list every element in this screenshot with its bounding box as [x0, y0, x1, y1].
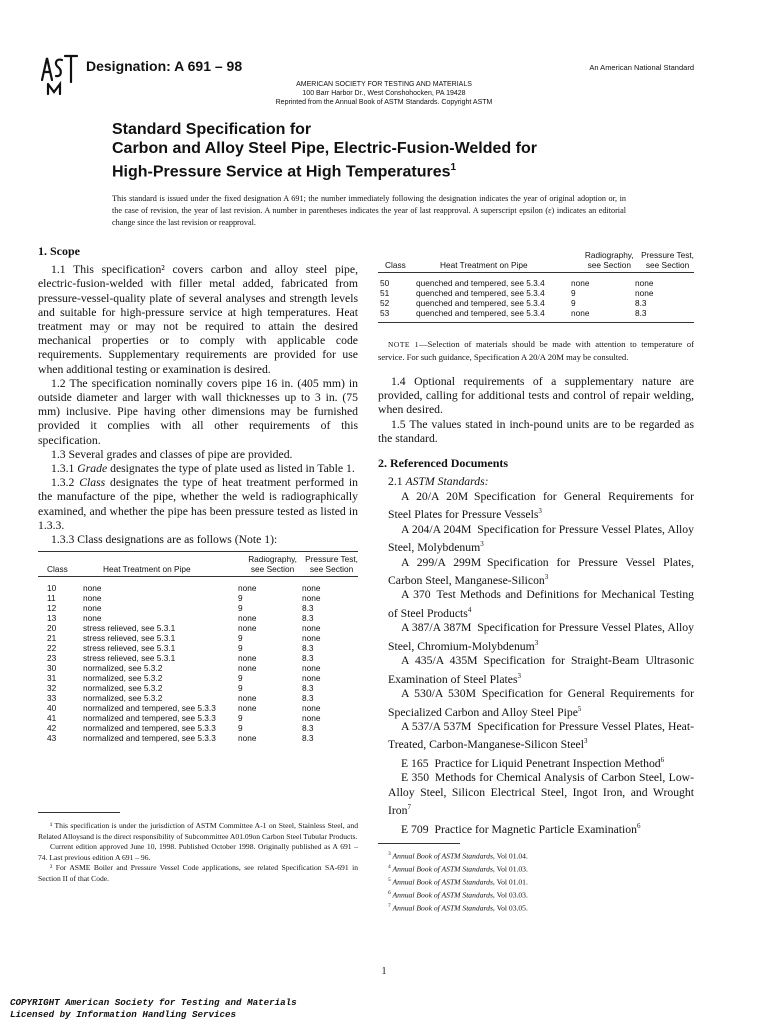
- cell-radiography: 9: [571, 298, 576, 308]
- footnote-ref: 3: [517, 671, 522, 680]
- class-table: [38, 551, 358, 743]
- footnote-ref: 3: [583, 737, 588, 746]
- table-rule: [38, 576, 358, 577]
- cell-pressure-test: none: [302, 673, 321, 684]
- cell-radiography: 9: [571, 288, 576, 298]
- footnote-volume: , Vol 01.03.: [492, 864, 528, 874]
- table-row: [38, 663, 358, 673]
- paragraph-1-1: 1.1 This specification² covers carbon and alloy steel pipe, electric-fusion-welded with filler metal added, fabricated from pressure-vessel-quality plate of several analyses and strength levels and suitable for high-pressure service at high temperatures. Heat treatment may or may not be required to attain the desired mechanical properties or to comply with applicable code requirements. Supplementary requirements are provided for use when additional testing or examination is desired.: [38, 263, 358, 376]
- standard-notice: This standard is issued under the fixed designation A 691; the number immediately following the designation indicates the year of original adoption or, in the case of revision, the year of last revision. A number in parentheses indicates the year of last reapproval. A superscript epsilon (ε) indicates an editorial change since the last revision or reapproval.: [112, 194, 626, 227]
- reference-item: [378, 819, 694, 837]
- reference-item: [378, 523, 694, 556]
- title-line-text: High-Pressure Service at High Temperatures: [112, 163, 451, 181]
- section-heading-referenced-documents: 2. Referenced Documents: [378, 456, 509, 471]
- org-line: AMERICAN SOCIETY FOR TESTING AND MATERIALS: [296, 81, 472, 88]
- cell-heat-treatment: normalized and tempered, see 5.3.3: [83, 713, 216, 724]
- reference-code: A 537/A 537M: [401, 719, 478, 733]
- cell-heat-treatment: quenched and tempered, see 5.3.4: [416, 298, 545, 308]
- section-heading-scope: 1. Scope: [38, 244, 80, 258]
- cell-pressure-test: none: [302, 663, 321, 674]
- cell-pressure-test: none: [302, 583, 321, 594]
- reference-code: E 709: [401, 822, 435, 836]
- table-rule: [38, 551, 358, 552]
- table-rule: [378, 322, 694, 323]
- footnote-ref: 3: [544, 573, 549, 581]
- org-line: Reprinted from the Annual Book of ASTM Standards. Copyright ASTM: [275, 99, 493, 106]
- cell-pressure-test: 8.3: [302, 733, 314, 744]
- cell-radiography: 9: [238, 633, 243, 644]
- table-row: [38, 653, 358, 663]
- cell-class: 31: [47, 673, 57, 684]
- reference-title: Practice for Magnetic Particle Examination: [434, 822, 637, 836]
- col-header-class: Class: [385, 260, 406, 270]
- footnote-ref: 4: [467, 605, 472, 614]
- cell-heat-treatment: normalized, see 5.3.2: [83, 663, 163, 674]
- col-header-heat: Heat Treatment on Pipe: [102, 564, 191, 575]
- cell-class: 13: [47, 613, 57, 624]
- footnote-source: Annual Book of ASTM Standards: [390, 864, 493, 874]
- cell-pressure-test: none: [302, 593, 321, 604]
- cell-pressure-test: none: [302, 713, 321, 724]
- cell-radiography: none: [571, 278, 590, 288]
- footnote-number: 5: [388, 877, 391, 884]
- cell-class: 32: [47, 683, 57, 694]
- table-row: [38, 713, 358, 723]
- col-header-radiography: Radiography, see Section: [248, 554, 297, 575]
- cell-heat-treatment: quenched and tempered, see 5.3.4: [416, 288, 545, 298]
- footnote-number: 4: [388, 864, 391, 871]
- cell-heat-treatment: stress relieved, see 5.3.1: [83, 653, 176, 664]
- cell-class: 10: [47, 583, 57, 594]
- cell-radiography: 9: [238, 603, 243, 614]
- paragraph-1-4: 1.4 Optional requirements of a supplementary nature are provided, calling for additional tests and control of repair welding, when desired.: [378, 375, 694, 417]
- cell-class: 43: [47, 733, 57, 744]
- paragraph-1-3: 1.3 Several grades and classes of pipe are provided.: [51, 447, 293, 461]
- cell-heat-treatment: none: [83, 603, 102, 614]
- reference-item: [378, 654, 694, 687]
- cell-heat-treatment: none: [83, 593, 102, 604]
- reference-item: [378, 621, 694, 654]
- cell-heat-treatment: stress relieved, see 5.3.1: [83, 623, 176, 634]
- table-row: [378, 298, 694, 308]
- paragraph-1-3-2: [38, 476, 358, 533]
- note-text: —Selection of materials should be made with attention to temperature of service. For such guidance, Specification A 20/A 20M may be consulted.: [378, 339, 694, 362]
- cell-class: 41: [47, 713, 57, 724]
- copyright-notice: [10, 997, 297, 1021]
- cell-heat-treatment: none: [83, 583, 102, 594]
- table-row: [38, 603, 358, 613]
- paragraph-1-5: 1.5 The values stated in inch-pound units are to be regarded as the standard.: [378, 417, 694, 445]
- copyright-line: Licensed by Information Handling Services: [10, 1009, 237, 1020]
- cell-heat-treatment: quenched and tempered, see 5.3.4: [416, 278, 545, 288]
- cell-heat-treatment: quenched and tempered, see 5.3.4: [416, 308, 545, 318]
- cell-heat-treatment: stress relieved, see 5.3.1: [83, 633, 176, 644]
- footnote-ref: 7: [407, 803, 411, 812]
- cell-radiography: 9: [238, 683, 243, 694]
- para-text: designates the type of plate used as listed in Table 1.: [110, 462, 355, 476]
- cell-heat-treatment: normalized and tempered, see 5.3.3: [83, 733, 216, 744]
- cell-pressure-test: none: [302, 623, 321, 634]
- cell-radiography: none: [238, 583, 257, 594]
- footnote-number: 6: [388, 890, 391, 897]
- cell-radiography: none: [238, 733, 257, 744]
- reference-list: [378, 490, 694, 837]
- title-line: Standard Specification for: [112, 121, 312, 138]
- footnote-item: [378, 901, 694, 914]
- table-row: [38, 623, 358, 633]
- reference-code: A 299/A 299M: [401, 555, 487, 569]
- footnote-ref: 1: [450, 162, 457, 173]
- title-line: [112, 158, 672, 181]
- table-row: [38, 703, 358, 713]
- reference-code: A 370: [401, 588, 437, 602]
- cell-class: 40: [47, 703, 57, 714]
- cell-class: 51: [380, 288, 390, 298]
- table-row: [38, 593, 358, 603]
- table-row: [378, 308, 694, 318]
- cell-pressure-test: 8.3: [302, 693, 314, 704]
- table-row: [38, 693, 358, 703]
- left-column: [38, 244, 358, 743]
- table-row: [38, 723, 358, 733]
- cell-heat-treatment: normalized and tempered, see 5.3.3: [83, 723, 216, 734]
- copyright-line: COPYRIGHT American Society for Testing and Materials: [10, 997, 297, 1008]
- footnote-item: [378, 849, 694, 862]
- class-table-cont-header: Class Heat Treatment on Pipe Radiography, see Section Pressure Test, see Section: [385, 250, 694, 270]
- class-table-cont-body: [378, 278, 694, 318]
- cell-radiography: 9: [238, 643, 243, 654]
- footnote-item: [378, 862, 694, 875]
- paragraph-1-2: 1.2 The specification nominally covers pipe 16 in. (405 mm) in outside diameter and larger with wall thicknesses up to 3 in. (75 mm) inclusive. Pipe having other dimensions may be furnished provided it complies with all other requirements of this specification.: [38, 376, 358, 447]
- cell-class: 30: [47, 663, 57, 674]
- footnote-ref: 3: [534, 638, 539, 647]
- reference-title: Specification for Pressure Vessel Plates, Heat-Treated, Carbon-Manganese-Silicon Steel: [388, 719, 694, 752]
- footnote-number: 3: [388, 851, 391, 857]
- reference-title: Practice for Liquid Penetrant Inspection Method: [434, 756, 661, 770]
- page-number: 1: [381, 966, 387, 977]
- reference-item: [378, 687, 694, 720]
- cell-class: 22: [47, 643, 57, 654]
- footnote-source: Annual Book of ASTM Standards: [390, 877, 493, 887]
- table-row: [38, 733, 358, 743]
- cell-class: 12: [47, 603, 57, 614]
- cell-pressure-test: 8.3: [635, 298, 647, 308]
- cell-pressure-test: 8.3: [635, 308, 647, 318]
- cell-heat-treatment: none: [83, 613, 102, 624]
- footnote-rule: [378, 843, 460, 844]
- reference-title: Specification for Pressure Vessel Plates, Carbon Steel, Manganese-Silicon: [388, 555, 694, 587]
- cell-class: 42: [47, 723, 57, 734]
- cell-pressure-test: 8.3: [302, 723, 314, 734]
- cell-radiography: none: [238, 613, 257, 624]
- col-header-heat: Heat Treatment on Pipe: [440, 260, 528, 270]
- footnote-source: Annual Book of ASTM Standards: [390, 903, 493, 913]
- cell-radiography: none: [238, 623, 257, 634]
- class-table-continued: [378, 250, 694, 323]
- cell-radiography: 9: [238, 723, 243, 734]
- footnotes-left: [38, 812, 358, 884]
- para-text: designates the type of heat treatment performed in the manufacture of the pipe, whether the weld is radiographically examined, and whether the pipe has been pressure tested as listed in 1.3.3.: [38, 476, 358, 532]
- footnote-source: Annual Book of ASTM Standards: [390, 890, 493, 900]
- reference-item: [378, 720, 694, 753]
- reference-code: A 204/A 204M: [401, 522, 478, 536]
- col-header-pressure: Pressure Test, see Section: [305, 554, 358, 575]
- col-header-class: Class: [47, 564, 68, 575]
- cell-pressure-test: 8.3: [302, 653, 314, 664]
- footnote-1-edition: Current edition approved June 10, 1998. Published October 1998. Originally published as A 691 – 74. Last previous edition A 691 – 96.: [38, 842, 358, 862]
- reference-code: A 20/A 20M: [401, 489, 475, 503]
- reference-title: Specification for General Requirements for Specialized Carbon and Alloy Steel Pipe: [388, 687, 694, 719]
- reference-code: A 387/A 387M: [401, 621, 478, 635]
- cell-class: 21: [47, 633, 57, 644]
- designation: Designation: A 691 – 98: [86, 58, 243, 74]
- footnote-volume: , Vol 01.04.: [492, 851, 528, 861]
- cell-heat-treatment: normalized, see 5.3.2: [83, 673, 163, 684]
- footnote-ref: 6: [636, 821, 641, 830]
- national-standard-label: An American National Standard: [589, 63, 694, 72]
- reference-title: Specification for Pressure Vessel Plates, Alloy Steel, Chromium-Molybdenum: [388, 621, 694, 653]
- footnote-item: [378, 888, 694, 901]
- cell-class: 23: [47, 653, 57, 664]
- subsection-2-1: [378, 475, 694, 490]
- cell-radiography: none: [238, 703, 257, 714]
- paragraph-1-3-1: [38, 462, 358, 476]
- reference-title: Specification for Straight-Beam Ultrasonic Examination of Steel Plates: [388, 654, 695, 686]
- footnote-2: ² For ASME Boiler and Pressure Vessel Code applications, see related Specification SA-691 in Section II of that Code.: [38, 863, 358, 883]
- title-line: Carbon and Alloy Steel Pipe, Electric-Fusion-Welded for: [112, 140, 537, 157]
- table-row: [38, 633, 358, 643]
- footnote-list: [378, 849, 694, 914]
- reference-code: E 350: [401, 771, 435, 785]
- reference-code: A 435/A 435M: [401, 654, 484, 668]
- footnotes-right: [378, 843, 694, 914]
- footnote-ref: 5: [577, 704, 582, 713]
- reference-item: [378, 753, 694, 771]
- class-table-body: [38, 583, 358, 743]
- cell-radiography: 9: [238, 593, 243, 604]
- table-row: [38, 583, 358, 593]
- cell-class: 33: [47, 693, 57, 704]
- col-header-pressure: Pressure Test,: [641, 250, 694, 260]
- cell-class: 11: [47, 593, 56, 604]
- table-rule: [378, 272, 694, 273]
- table-row: [38, 673, 358, 683]
- cell-class: 52: [380, 298, 390, 308]
- cell-radiography: 9: [238, 673, 243, 684]
- footnote-item: [378, 875, 694, 888]
- table-row: [38, 613, 358, 623]
- reference-title: Specification for Pressure Vessel Plates, Alloy Steel, Molybdenum: [388, 522, 694, 554]
- reference-item: [378, 490, 694, 523]
- table-row: [378, 288, 694, 298]
- table-row: [38, 643, 358, 653]
- cell-pressure-test: 8.3: [302, 613, 314, 624]
- reference-code: E 165: [401, 756, 435, 770]
- para-num: 1.3.1: [51, 462, 75, 476]
- subsection-label: ASTM Standards:: [405, 475, 489, 489]
- cell-radiography: none: [238, 653, 257, 664]
- cell-heat-treatment: normalized, see 5.3.2: [83, 693, 163, 704]
- cell-class: 20: [47, 623, 57, 634]
- cell-pressure-test: none: [635, 278, 654, 288]
- cell-radiography: none: [238, 693, 257, 704]
- reference-title: Test Methods and Definitions for Mechanical Testing of Steel Products: [388, 588, 695, 620]
- cell-heat-treatment: stress relieved, see 5.3.1: [83, 643, 176, 654]
- cell-heat-treatment: normalized and tempered, see 5.3.3: [83, 703, 216, 714]
- col-header-radiography: Radiography,: [584, 250, 634, 260]
- note-label: NOTE 1: [388, 340, 420, 349]
- reference-item: [378, 556, 694, 589]
- cell-class: 50: [380, 278, 390, 288]
- footnote-ref: 3: [480, 540, 484, 549]
- footnote-number: 7: [388, 903, 391, 910]
- document-title: [112, 120, 672, 181]
- footnote-ref: 6: [660, 755, 665, 764]
- footnote-volume: , Vol 01.01.: [492, 877, 528, 887]
- reference-title: Methods for Chemical Analysis of Carbon Steel, Low-Alloy Steel, Silicon Electrical Steel, Ingot Iron, and Wrought Iron: [388, 771, 694, 818]
- class-table-header: [38, 554, 358, 574]
- paragraph-1-3-3: 1.3.3 Class designations are as follows (Note 1):: [51, 533, 278, 547]
- reference-item: [378, 588, 694, 621]
- cell-pressure-test: none: [302, 703, 321, 714]
- table-row: [38, 683, 358, 693]
- cell-radiography: 9: [238, 713, 243, 724]
- cell-pressure-test: none: [635, 288, 654, 298]
- footnote-ref: 3: [538, 507, 542, 516]
- defined-term: Grade: [77, 462, 108, 476]
- cell-pressure-test: 8.3: [302, 683, 314, 694]
- reference-code: A 530/A 530M: [401, 687, 482, 701]
- cell-radiography: none: [571, 308, 590, 318]
- cell-pressure-test: 8.3: [302, 643, 314, 654]
- table-row: [378, 278, 694, 288]
- footnote-volume: , Vol 03.05.: [492, 903, 528, 913]
- right-column: [378, 375, 694, 837]
- org-line: 100 Barr Harbor Dr., West Conshohocken, PA 19428: [302, 90, 466, 97]
- defined-term: Class: [79, 476, 106, 490]
- note-1: [378, 338, 694, 363]
- footnote-source: Annual Book of ASTM Standards: [390, 851, 493, 861]
- reference-item: [378, 771, 694, 818]
- footnote-1: ¹ This specification is under the jurisdiction of ASTM Committee A-1 on Steel, Stainless Steel, and Related Alloysand is the direct responsibility of Subcommittee A01.09on Carbon Steel Tubular Products.: [38, 821, 358, 841]
- cell-radiography: none: [238, 663, 257, 674]
- cell-class: 53: [380, 308, 390, 318]
- footnote-rule: [38, 812, 120, 813]
- para-num: 1.3.2: [51, 476, 75, 490]
- cell-pressure-test: none: [302, 633, 321, 644]
- reference-title: Specification for General Requirements for Steel Plates for Pressure Vessels: [388, 489, 694, 522]
- cell-heat-treatment: normalized, see 5.3.2: [83, 683, 163, 694]
- org-header: [0, 80, 768, 107]
- para-num: 2.1: [388, 475, 403, 489]
- footnote-volume: , Vol 03.03.: [492, 890, 528, 900]
- cell-pressure-test: 8.3: [302, 603, 314, 614]
